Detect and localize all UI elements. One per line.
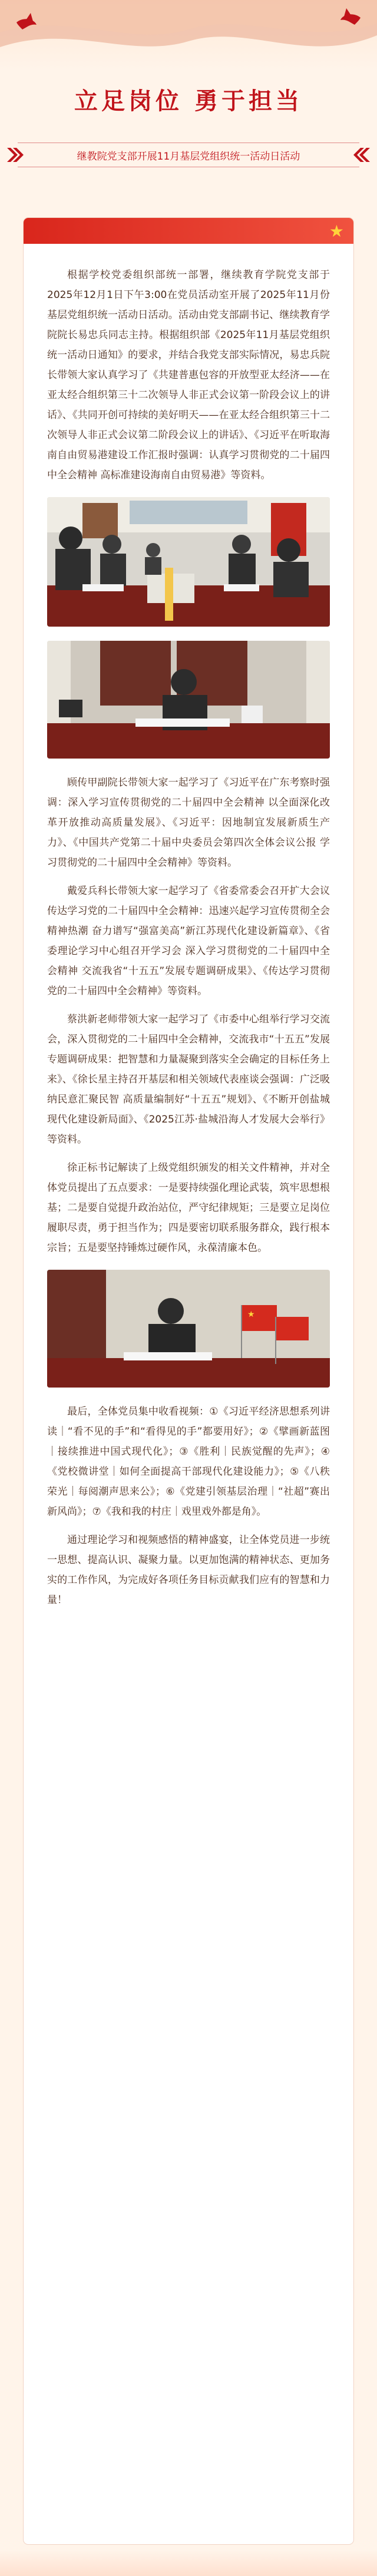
paragraph-intro: 根据学校党委组织部统一部署，继续教育学院党支部于2025年12月1日下午3:00在党员活动室开展了2025年11月份基层党组织统一活动日活动。活动由党支部副书记、继续教育学院院长易忠兵同志主持。根据组织部《2025年11月基层党组织统一活动日通知》的要求，并结合我党支部实际情况，易忠兵院长带领大家认真学习了《共建普惠包容的开放型亚太经济——在亚太经合组织第三十二次领导人非正式会议第一阶段会议上的讲话》、《共同开创可持续的美好明天——在亚太经合组织第三十二次领导人非正式会议第二阶段会议上的讲话》、《习近平在听取海南自由贸易港建设工作汇报时强调：认真学习贯彻党的二十届四中全会精神 高标准建设海南自由贸易港》等资料。 — [47, 269, 330, 481]
svg-text:★: ★ — [247, 1310, 255, 1319]
article-body — [47, 265, 330, 1618]
paragraph-teacher: 蔡洪新老师带领大家一起学习了《市委中心组举行学习交流会，深入贯彻党的二十届四中全会精神，交流我市“十五五”发展专题调研成果：把智慧和力量凝聚到落实全会确定的目标任务上来》、《徐长星主持召开基层和相关领域代表座谈会强调：广泛吸纳民意汇聚民智 高质量编制好“十五五”规划》、《不断开创盐城现代化建设新局面》、《2025江苏·盐城沿海人才发展大会举行》等资料。 — [47, 1014, 330, 1145]
chevron-double-icon — [4, 143, 27, 167]
paragraph-secretary: 徐正标书记解读了上级党组织颁发的相关文件精神，并对全体党员提出了五点要求：一是要持续强化理论武装，筑牢思想根基；二是要自觉提升政治站位，严守纪律规矩；三是要立足岗位履职尽责，勇于担当作为；四是要密切联系服务群众，践行根本宗旨；五是要坚持锤炼过硬作风，永葆清廉本色。 — [47, 1162, 330, 1254]
meeting-photo-1 — [47, 497, 330, 627]
header-banner — [0, 0, 377, 71]
article-card — [24, 218, 353, 2544]
paragraph-vice-dean: 顾传甲副院长带领大家一起学习了《习近平在广东考察时强调：深入学习宣传贯彻党的二十届四中全会精神 以全面深化改革开放推动高质量发展》、《习近平：因地制宜发展新质生产力》、《中国共产党第二十届中央委员会第四次全体会议公报 学习贯彻党的二十届四中全会精神》等资料。 — [47, 777, 330, 869]
paragraph-conclusion: 通过理论学习和视频感悟的精神盛宴，让全体党员进一步统一思想、提高认识、凝聚力量。以更加饱满的精神状态、更加务实的工作作风，为完成好各项任务目标贡献我们应有的智慧和力量！ — [47, 1534, 330, 1606]
paragraph-video: 最后，全体党员集中收看视频：①《习近平经济思想系列讲读｜“看不见的手”和“看得见的手”都要用好》；②《擘画新蓝图｜接续推进中国式现代化》；③《胜利｜民族觉醒的先声》；④《党校微讲堂｜如何全面提高干部现代化建设能力》；⑤《八秩荣光｜每阅潮声思来公》；⑥《党建引领基层治理｜“社超”赛出新风尚》；⑦《我和我的村庄｜戏里戏外都是角》。 — [47, 1406, 330, 1518]
subtitle-band — [18, 143, 359, 167]
meeting-photo-3 — [47, 1270, 330, 1388]
card-header-bar — [24, 218, 353, 244]
page-subtitle: 继教院党支部开展11月基层党组织统一活动日活动 — [77, 150, 300, 163]
meeting-photo-2 — [47, 641, 330, 759]
footer-decoration — [0, 2550, 377, 2576]
paragraph-section-chief: 戴爱兵科长带领大家一起学习了《省委常委会召开扩大会议传达学习党的二十届四中全会精神：迅速兴起学习宣传贯彻全会精神热潮 奋力谱写“强富美高”新江苏现代化建设新篇章》、《省委理论学习中心组召开学习会 深入学习贯彻党的二十届四中全会精神 交流我省“十五五”发展专题调研成果》、《传达学习贯彻党的二十届四中全会精神》等资料。 — [47, 885, 330, 997]
chevron-double-icon — [350, 143, 373, 167]
page-title: 立足岗位 勇于担当 — [74, 88, 303, 115]
star-icon: ★ — [329, 221, 344, 241]
banner-wave-decoration — [0, 0, 377, 71]
